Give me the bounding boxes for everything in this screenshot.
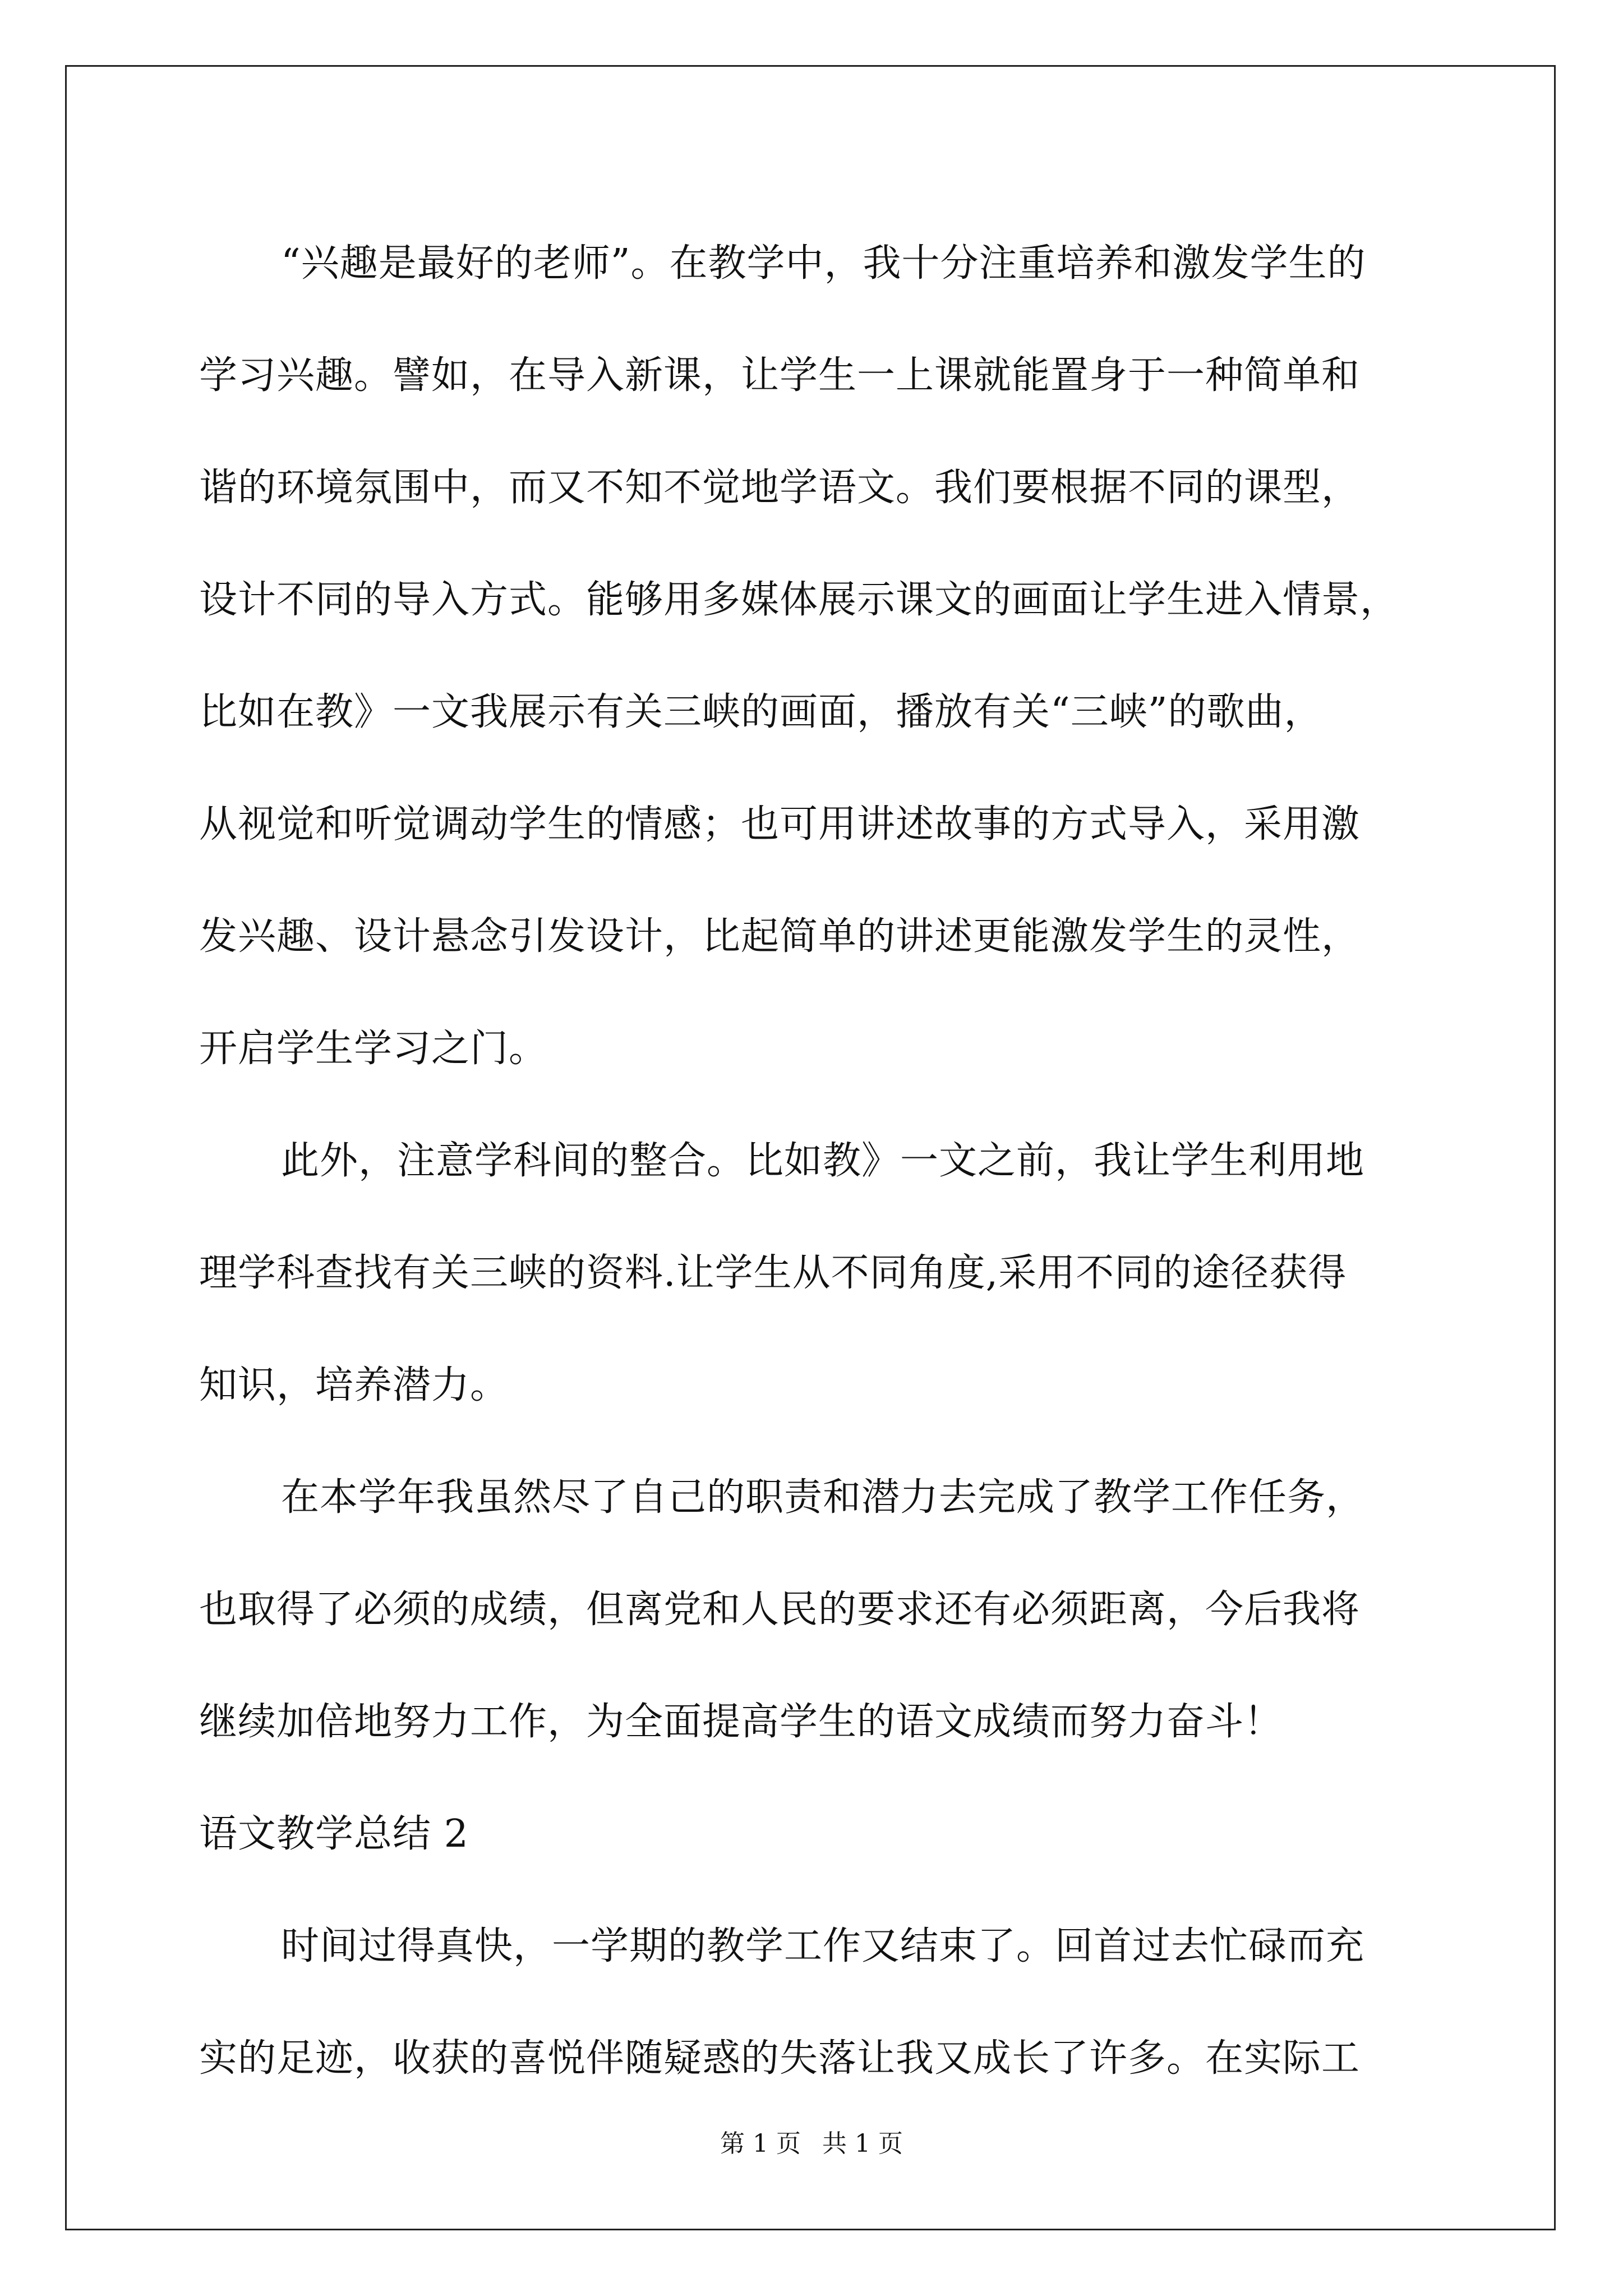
section-heading: 语文教学总结 2	[199, 1812, 469, 1856]
text-line: 时间过得真快，一学期的教学工作又结束了。回首过去忙碌而充	[281, 1924, 1365, 1968]
page-footer	[0, 2123, 1623, 2159]
text-line: 学习兴趣。譬如，在导入新课，让学生一上课就能置身于一种简单和	[199, 353, 1361, 398]
page-number: 第 1 页	[720, 2129, 801, 2158]
page-total: 共 1 页	[822, 2129, 903, 2158]
text-line: 也取得了必须的成绩，但离党和人民的要求还有必须距离，今后我将	[199, 1588, 1361, 1632]
paragraph-3	[199, 1442, 1433, 1778]
text-line: “兴趣是最好的老师”。在教学中，我十分注重培养和激发学生的	[281, 241, 1366, 286]
text-line: 比如在教》一文我展示有关三峡的画面，播放有关“三峡”的歌曲，	[199, 690, 1323, 734]
text-line: 在本学年我虽然尽了自己的职责和潜力去完成了教学工作任务，	[281, 1475, 1365, 1520]
text-line: 知识，培养潜力。	[199, 1363, 509, 1407]
paragraph-4	[199, 1890, 1433, 2115]
text-line: 发兴趣、设计悬念引发设计，比起简单的讲述更能激发学生的灵性，	[199, 914, 1361, 959]
document-body	[199, 208, 1433, 2115]
paragraph-1	[199, 208, 1433, 1105]
text-line: 理学科查找有关三峡的资料.让学生从不同角度,采用不同的途径获得	[199, 1251, 1347, 1295]
text-line: 谐的环境氛围中，而又不知不觉地学语文。我们要根据不同的课型，	[199, 466, 1361, 510]
text-line: 此外，注意学科间的整合。比如教》一文之前，我让学生利用地	[281, 1139, 1365, 1183]
text-line: 设计不同的导入方式。能够用多媒体展示课文的画面让学生进入情景，	[199, 578, 1399, 622]
paragraph-2	[199, 1105, 1433, 1442]
text-line: 继续加倍地努力工作，为全面提高学生的语文成绩而努力奋斗！	[199, 1700, 1283, 1744]
text-line: 实的足迹，收获的喜悦伴随疑惑的失落让我又成长了许多。在实际工	[199, 2036, 1361, 2081]
text-line: 从视觉和听觉调动学生的情感；也可用讲述故事的方式导入，采用激	[199, 802, 1361, 846]
text-line: 开启学生学习之门。	[199, 1027, 548, 1071]
